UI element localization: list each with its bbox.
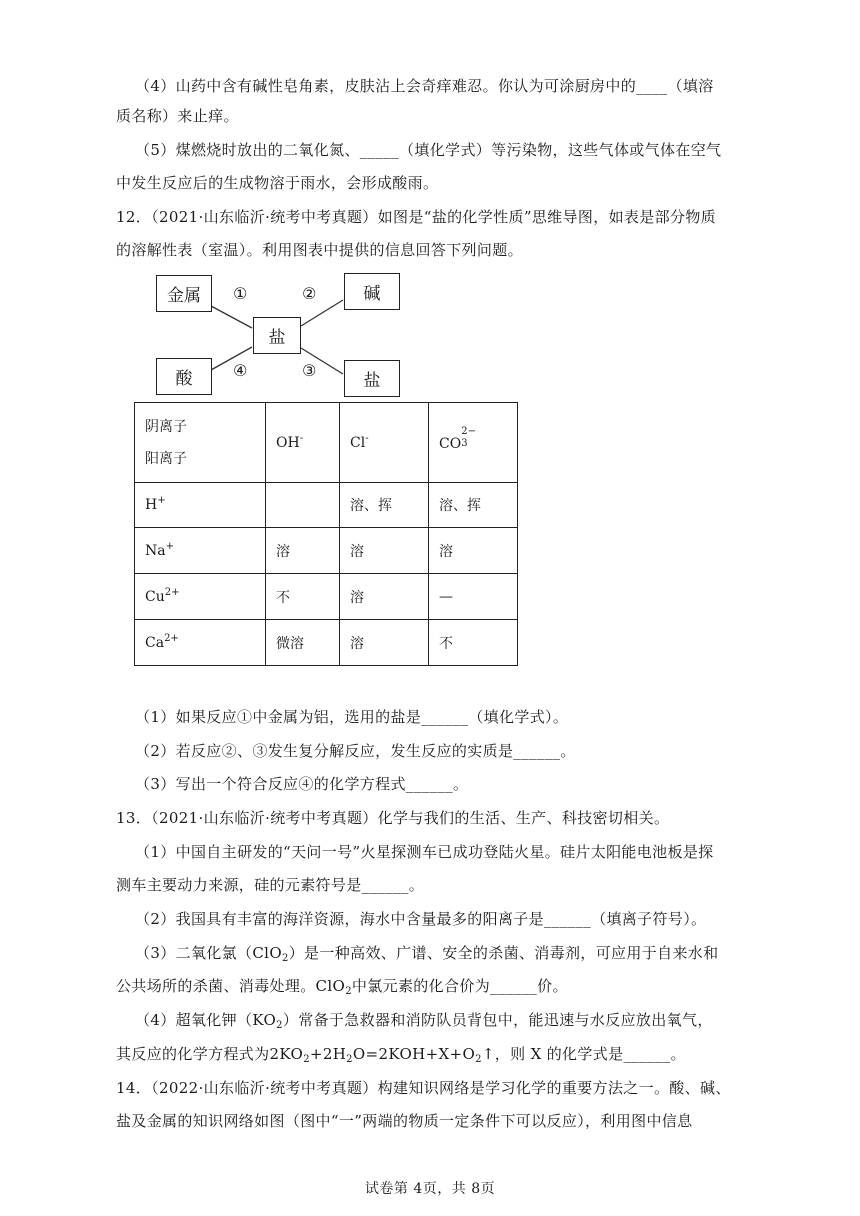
- cell: 溶: [340, 574, 429, 620]
- q11-part5-line1: （5）煤燃烧时放出的二氧化氮、_____（填化学式）等污染物，这些气体或气体在空气: [135, 141, 722, 159]
- q13-part2: （2）我国具有丰富的海洋资源，海水中含量最多的阳离子是______（填离子符号）。: [135, 910, 707, 928]
- table-corner-cell: [135, 403, 266, 483]
- q13-part1-line1: （1）中国自主研发的“天问一号”火星探测车已成功登陆火星。硅片太阳能电池板是探: [135, 843, 714, 861]
- q14-stem-line2: 盐及金属的知识网络如图（图中“一”两端的物质一定条件下可以反应），利用图中信息: [116, 1112, 693, 1130]
- header-co3: CO 2− 3: [429, 403, 518, 483]
- q13-part4-equation-line: 其反应的化学方程式为$2KO_2+2H_2O=2KOH+X+O_2↑$，则 X 的化学式是______。: [116, 1045, 686, 1065]
- mindmap-node-base: 碱: [344, 273, 400, 310]
- cell: [266, 483, 340, 528]
- cell: 溶、挥: [429, 483, 518, 528]
- header-oh: OH-: [266, 403, 340, 483]
- q12-part2: （2）若反应②、③发生复分解反应，发生反应的实质是______。: [135, 742, 576, 760]
- corner-cation-label: 阳离子: [145, 450, 187, 467]
- mindmap-node-metal: 金属: [156, 275, 212, 312]
- mindmap-connectors: [0, 0, 860, 420]
- q11-part4-line1: （4）山药中含有碱性皂角素，皮肤沾上会奇痒难忍。你认为可涂厨房中的____（填溶: [135, 77, 714, 95]
- q12-stem-line1: 12．（2021·山东临沂·统考中考真题）如图是“盐的化学性质”思维导图，如表是部分物质: [116, 208, 717, 226]
- cell: 微溶: [266, 620, 340, 666]
- row-ion-cu: $Cu^{2+}$: [135, 574, 266, 620]
- mindmap-label-4: ④: [233, 361, 248, 380]
- cell: 溶、挥: [340, 483, 429, 528]
- q13-part3-line2: 公共场所的杀菌、消毒处理。ClO$_2$中氯元素的化合价为______价。: [116, 977, 568, 997]
- cell: 溶: [340, 620, 429, 666]
- header-cl: Cl-: [340, 403, 429, 483]
- mindmap-label-2: ②: [302, 284, 317, 303]
- cell: 不: [429, 620, 518, 666]
- corner-anion-label: 阴离子: [145, 418, 187, 435]
- q12-part3: （3）写出一个符合反应④的化学方程式______。: [135, 775, 469, 793]
- q11-part4-line2: 质名称）来止痒。: [116, 107, 239, 125]
- row-ion-ca: $Ca^{2+}$: [135, 620, 266, 666]
- table-header-row: [135, 403, 518, 483]
- mindmap-label-1: ①: [233, 284, 248, 303]
- mindmap-node-salt: 盐: [344, 360, 400, 397]
- cell: 溶: [340, 528, 429, 574]
- page-footer: 试卷第 4页，共 8页: [364, 1181, 496, 1197]
- cell: 不: [266, 574, 340, 620]
- table-row: [135, 620, 518, 666]
- solubility-table: [134, 402, 518, 666]
- table-row: [135, 483, 518, 528]
- mindmap-node-acid: 酸: [156, 358, 212, 395]
- mindmap-label-3: ③: [302, 361, 317, 380]
- q11-part5-line2: 中发生反应后的生成物溶于雨水，会形成酸雨。: [116, 174, 439, 192]
- cell: 溶: [429, 528, 518, 574]
- table-row: [135, 528, 518, 574]
- mindmap-node-salt-center: 盐: [253, 317, 301, 354]
- q13-part4-line1: （4）超氧化钾$(KO_2)$常备于急救器和消防队员背包中，能迅速与水反应放出氧气，: [135, 1011, 713, 1031]
- q13-part3-line1: （3）二氧化氯（ClO$_2$）是一种高效、广谱、安全的杀菌、消毒剂，可应用于自来水和: [135, 944, 719, 964]
- q13-stem: 13．（2021·山东临沂·统考中考真题）化学与我们的生活、生产、科技密切相关。: [116, 809, 670, 827]
- table-row: [135, 574, 518, 620]
- row-ion-na: Na+: [135, 528, 266, 574]
- q12-stem-line2: 的溶解性表（室温）。利用图表中提供的信息回答下列问题。: [116, 241, 523, 259]
- cell: —: [429, 574, 518, 620]
- q13-part1-line2: 测车主要动力来源，硅的元素符号是______。: [116, 876, 425, 894]
- q14-stem-line1: 14．（2022·山东临沂·统考中考真题）构建知识网络是学习化学的重要方法之一。酸、碱、: [116, 1079, 731, 1097]
- q12-part1: （1）如果反应①中金属为铝，选用的盐是______（填化学式）。: [135, 708, 569, 726]
- cell: 溶: [266, 528, 340, 574]
- row-ion-h: H+: [135, 483, 266, 528]
